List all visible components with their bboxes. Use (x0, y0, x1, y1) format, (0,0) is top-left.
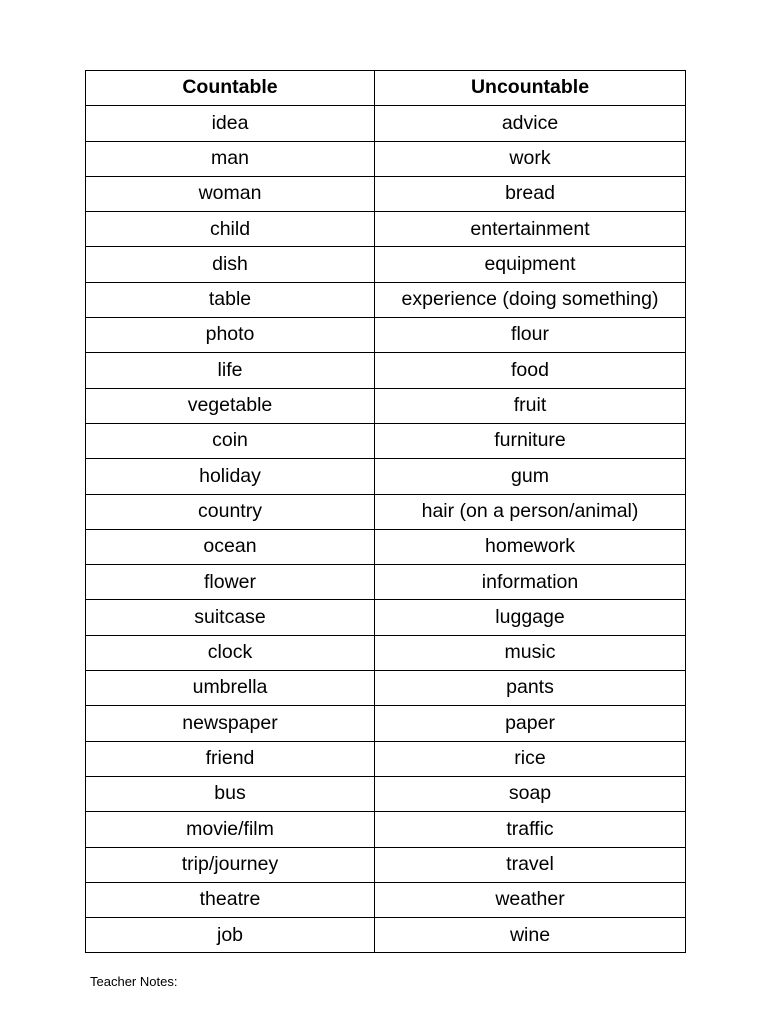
table-row (86, 282, 686, 317)
uncountable-cell: equipment (375, 247, 686, 282)
countable-cell: holiday (86, 459, 375, 494)
table-row (86, 706, 686, 741)
uncountable-cell: luggage (375, 600, 686, 635)
uncountable-cell: advice (375, 106, 686, 141)
table-row (86, 918, 686, 953)
countable-uncountable-table (85, 70, 686, 953)
countable-cell: newspaper (86, 706, 375, 741)
countable-cell: trip/journey (86, 847, 375, 882)
header-countable: Countable (86, 71, 375, 106)
countable-cell: umbrella (86, 671, 375, 706)
uncountable-cell: food (375, 353, 686, 388)
uncountable-cell: entertainment (375, 212, 686, 247)
uncountable-cell: work (375, 141, 686, 176)
table-row (86, 388, 686, 423)
table-row (86, 671, 686, 706)
table-row (86, 212, 686, 247)
countable-cell: child (86, 212, 375, 247)
countable-cell: table (86, 282, 375, 317)
uncountable-cell: experience (doing something) (375, 282, 686, 317)
table-row (86, 141, 686, 176)
uncountable-cell: paper (375, 706, 686, 741)
teacher-notes-label: Teacher Notes: (90, 974, 178, 989)
countable-cell: clock (86, 635, 375, 670)
uncountable-cell: gum (375, 459, 686, 494)
table-row (86, 565, 686, 600)
table-row (86, 318, 686, 353)
table-row (86, 882, 686, 917)
countable-cell: man (86, 141, 375, 176)
countable-cell: ocean (86, 529, 375, 564)
table-row (86, 106, 686, 141)
uncountable-cell: furniture (375, 423, 686, 458)
countable-cell: movie/film (86, 812, 375, 847)
table-row (86, 529, 686, 564)
countable-cell: flower (86, 565, 375, 600)
table-row (86, 353, 686, 388)
header-row (86, 71, 686, 106)
uncountable-cell: homework (375, 529, 686, 564)
countable-cell: life (86, 353, 375, 388)
header-uncountable: Uncountable (375, 71, 686, 106)
countable-cell: vegetable (86, 388, 375, 423)
table-row (86, 812, 686, 847)
uncountable-cell: weather (375, 882, 686, 917)
uncountable-cell: fruit (375, 388, 686, 423)
table-row (86, 776, 686, 811)
uncountable-cell: information (375, 565, 686, 600)
uncountable-cell: pants (375, 671, 686, 706)
countable-cell: bus (86, 776, 375, 811)
countable-cell: country (86, 494, 375, 529)
countable-cell: friend (86, 741, 375, 776)
table-row (86, 635, 686, 670)
uncountable-cell: bread (375, 176, 686, 211)
countable-cell: theatre (86, 882, 375, 917)
countable-cell: job (86, 918, 375, 953)
table-row (86, 459, 686, 494)
table-row (86, 494, 686, 529)
countable-cell: coin (86, 423, 375, 458)
countable-cell: woman (86, 176, 375, 211)
table-row (86, 247, 686, 282)
uncountable-cell: rice (375, 741, 686, 776)
table-row (86, 847, 686, 882)
table-row (86, 176, 686, 211)
uncountable-cell: wine (375, 918, 686, 953)
uncountable-cell: music (375, 635, 686, 670)
uncountable-cell: travel (375, 847, 686, 882)
countable-cell: idea (86, 106, 375, 141)
table-row (86, 741, 686, 776)
countable-cell: suitcase (86, 600, 375, 635)
uncountable-cell: hair (on a person/animal) (375, 494, 686, 529)
table-row (86, 423, 686, 458)
uncountable-cell: flour (375, 318, 686, 353)
uncountable-cell: traffic (375, 812, 686, 847)
countable-cell: dish (86, 247, 375, 282)
table-row (86, 600, 686, 635)
uncountable-cell: soap (375, 776, 686, 811)
countable-cell: photo (86, 318, 375, 353)
table-header (86, 71, 686, 106)
table-body (86, 106, 686, 953)
